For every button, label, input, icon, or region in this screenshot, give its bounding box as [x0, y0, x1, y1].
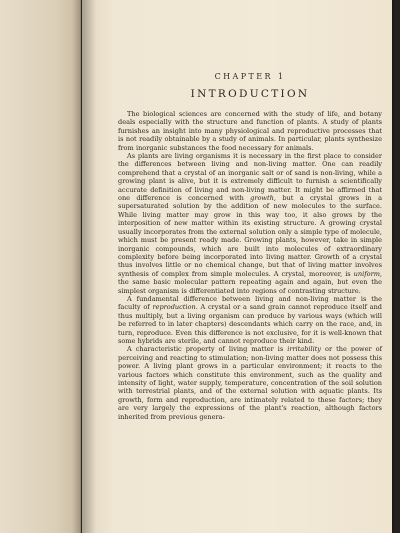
- emphasis-reproduction: reproduction: [152, 303, 196, 312]
- paragraph-3: A fundamental difference between living and non-living matter is the faculty of reproduction. A crystal or a sand grain cannot reproduce itself and thus multiply, but a living organism can produce by various ways (which will be referred to in later chapters) descendants which carry on the race, and, in turn, reproduce. Even this difference is not exclusive, for it is well-known that some hybrids are sterile, and cannot reproduce their kind.: [118, 294, 382, 345]
- emphasis-growth: growth: [250, 194, 274, 203]
- paragraph-1: The biological sciences are concerned with the study of life, and botany deals especially with the structure and function of plants. A study of plants furnishes an insight into many physiological and reproductive processes that is not readily obtainable by a study of animals. In particular, plants synthesize from inorganic substances the food necessary for animals.: [118, 110, 382, 152]
- paragraph-2: As plants are living organisms it is necessary in the first place to consider the differences between living and non-living matter. One can readily comprehend that a crystal of an inorganic salt or of sand is non-living, while a growing plant is alive, but it is extremely difficult to furnish a scientifically accurate definition of living and non-living matter. It might be affirmed that one difference is concerned with growth, but a crystal grows in a supersaturated solution by the addition of new molecules to the surface. While living matter may grow in this way too, it also grows by the interposition of new matter within its existing structure. A growing crystal usually incorporates from the external solution only a simple type of molecule, which must be present ready made. Growing plants, however, take in simple inorganic compounds, which are built into molecules of extraordinary complexity before being incorporated into living matter. Growth of a crystal thus involves little or no chemical change, but that of living matter involves synthesis of complex from simple molecules. A crystal, moreover, is uniform, the same basic molecular pattern repeating again and again, but even the simplest organism is differentiated into regions of contrasting structure.: [118, 152, 382, 295]
- chapter-number: CHAPTER 1: [214, 72, 286, 81]
- paragraph-4: A characteristic property of living matter is irritability or the power of perceiving and reacting to stimulation; non-living matter does not possess this power. A living plant grows in a particular environment; it reacts to the various factors which constitute this environment, such as the quality and intensity of light, water supply, temperature, concentration of the soil solution with terrestrial plants, and of the external solution with aquatic plants. Its growth, form and reproduction, are intimately related to these factors; they are very largely the expressions of the plant's reaction, although factors inherited from previous genera-: [118, 345, 382, 421]
- book-page: [82, 0, 392, 533]
- page-content: [118, 72, 382, 421]
- facing-page-edge: [0, 0, 81, 533]
- emphasis-uniform: uniform: [353, 269, 380, 278]
- emphasis-irritability: irritability: [287, 345, 322, 354]
- chapter-title: INTRODUCTION: [190, 88, 310, 100]
